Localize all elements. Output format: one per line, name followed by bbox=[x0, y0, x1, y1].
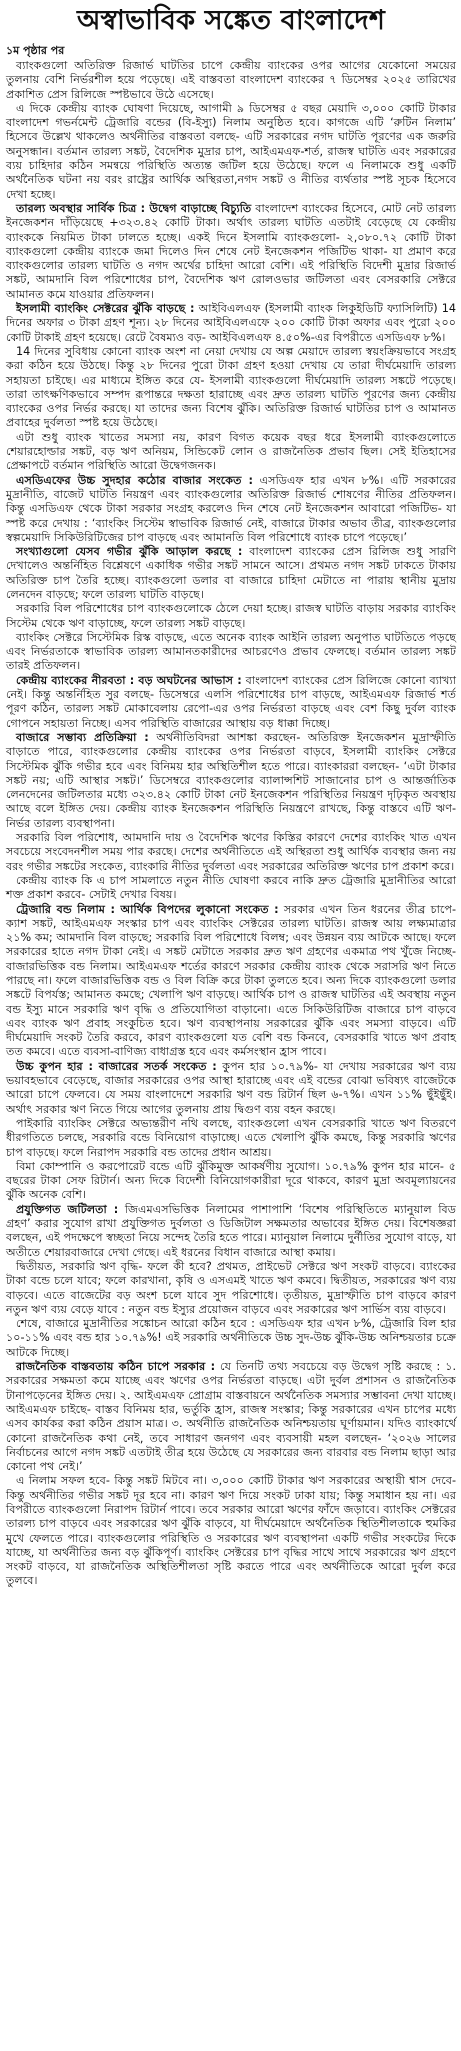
section-paragraph bbox=[6, 1360, 456, 1474]
section-paragraph: এ নিলাম সফল হবে- কিন্তু সঙ্কট মিটবে না। ৩,০০০ কোটি টাকার ঋণ সরকারের অস্থায়ী শ্বাস দেবে- কিন্তু অর্থনীতির গভীর সঙ্কট দূর হবে না। কারণ ঋণ দিয়ে সংকট ঢাকা যায়; কিন্তু সমাধান হয় না। এর বিপরীতে ব্যাংকগুলো নিরাপদ রিটার্ন পাবে। তবে সরকার আরো ঋণের ফাঁদে জড়াবে। ব্যাংকিং সেক্টরের তারল্য চাপ বাড়বে এবং সরকারের ঋণ ঝুঁকি বাড়বে, যা দীর্ঘমেয়াদে অর্থনৈতিক স্থিতিশীলতাকে হুমকির মুখে ফেলতে পারে। ব্যাংকগুলোর পরিস্থিতি ও সরকারের ঋণ ব্যবস্থাপনা একটি গভীর সংকটের দিকে যাচ্ছে, যা অর্থনীতির জন্য বড় ঝুঁকিপূর্ণ। ব্যাংকিং সেক্টরের চাপ বৃদ্ধির সাথে সাথে সরকারের ঋণ গ্রহণে সংকট বাড়বে, যা রাজনৈতিক অস্থিতিশীলতা সৃষ্টি করতে পারে এবং অর্থনীতিকে আরো দুর্বল করে তুলবে। bbox=[6, 1474, 456, 1588]
section-text: বাংলাদেশ ব্যাংকের প্রেস রিলিজ শুধু সারণি দেখালেও অন্তর্নিহিত বিশ্লেষণে একাধিক গভীর সঙ্কট সামনে আসে। প্রথমত নগদ সঙ্কট ঢাকতে টাকায় অতিরিক্ত চাপ তৈরি হচ্ছে। ব্যাংকগুলো ডলার বা বাজারে চাহিদা মেটাতে না পারায় স্থানীয় মুদ্রায় লেনদেন বাড়ছে; ফলে তারল্য ঘাটতি বাড়ছে। bbox=[6, 545, 457, 601]
section-paragraph bbox=[6, 731, 456, 831]
headline: অস্বাভাবিক সঙ্কেত বাংলাদেশ bbox=[76, 5, 386, 36]
section-paragraph bbox=[6, 545, 456, 602]
section-paragraph bbox=[6, 474, 456, 545]
section-text: কুপন হার ১০.৭৯%- যা দেখায় সরকারের ঋণ ব্যয় ভয়াবহভাবে বেড়েছে, বাজার সরকারের ওপর আস্থা হারাচ্ছে এবং এই বন্ডের বোঝা ভবিষ্যৎ বাজেটকে আরো চাপে ফেলবে। যে সময় বাংলাদেশে সরকারি ঋণ বন্ড রিটার্ন ছিল ৬-৭%। এখন ১১% ছুঁইছুঁই। অর্থাৎ সরকার ঋণ নিতে গিয়ে আগের তুলনায় প্রায় দ্বিগুণ ব্যয় বহন করছে। bbox=[6, 1059, 457, 1116]
section-text: বাংলাদেশ ব্যাংকের প্রেস রিলিজে কোনো ব্যাখ্যা নেই। কিন্তু অন্তর্নিহিত সুর বলছে- ডিসেম্বরে এলসি পরিশোধের চাপ বাড়ছে, আইএমএফ রিজার্ভ শর্ত পূরণ কঠিন, তারল্য সঙ্কট মোকাবেলায় রেপো-এর ওপর নির্ভরতা বাড়ছে এবং বেশ কিছু দুর্বল ব্যাংক গোপনে সহায়তা নিচ্ছে। এসব পরিস্থিতি বাজারের আস্থায় বড় ধাক্কা দিচ্ছে। bbox=[6, 673, 457, 730]
section-paragraph bbox=[6, 674, 456, 731]
section-paragraph: এটা শুধু ব্যাংক খাতের সমস্যা নয়, কারণ বিগত কয়েক বছর ধরে ইসলামী ব্যাংকগুলোতে শেয়ারহোল্ডার সঙ্কট, বড় ঋণ অনিয়ম, সিন্ডিকেট লোন ও রাজনৈতিক প্রভাব ছিল। সেই ইতিহাসের প্রেক্ষাপটে বর্তমান পরিস্থিতি আরো উদ্বেগজনক। bbox=[6, 430, 456, 473]
section-heading: ইসলামী ব্যাংকিং সেক্টরের ঝুঁকি বাড়ছে : bbox=[16, 302, 195, 316]
section-heading: বাজারে সম্ভাব্য প্রতিক্রিয়া : bbox=[16, 730, 149, 744]
section-paragraph: সরকারি বিল পরিশোধের চাপ ব্যাংকগুলোকে ঠেলে দেয়া হচ্ছে। রাজস্ব ঘাটতি বাড়ায় সরকার ব্যাংকিং সিস্টেম থেকে ঋণ বাড়াচ্ছে, ফলে তারল্য সঙ্কট বাড়ছে। bbox=[6, 602, 456, 630]
section-heading: কেন্দ্রীয় ব্যাংকের নীরবতা : বড় অঘটনের আভাস : bbox=[16, 673, 242, 687]
section-heading: তারল্য অবস্থার সার্বিক চিত্র : উদ্বেগ বাড়াচ্ছে বিচ্যুতি bbox=[16, 201, 252, 215]
section-paragraph: ব্যাংকিং সেক্টরে সিস্টেমিক রিস্ক বাড়ছে, এতে অনেক ব্যাংক আইনি তারল্য অনুপাত ঘাটতিতে পড়ছে এবং নির্ভরতাকে স্বাভাবিক তারল্য আমানতকারীদের আচরণেও প্রভাব ফেলছে। বর্তমান তারল্য সঙ্কট তারই প্রতিফলন। bbox=[6, 630, 456, 673]
section-text: বাংলাদেশ ব্যাংকের হিসেবে, মোট নেট তারল্য ইনজেকশন দাঁড়িয়েছে +৩২৩.৪২ কোটি টাকা। অর্থাৎ তারল্য ঘাটতি এতটাই বেড়েছে যে কেন্দ্রীয় ব্যাংককে নিয়মিত টাকা ঢালতে হচ্ছে। একই দিনে ইসলামি ব্যাংকগুলো- ২,০৮০.৭২ কোটি টাকা ব্যাংকগুলো কেন্দ্রীয় ব্যাংকে জমা দিলেও দিন শেষে নেট ইনজেকশন পজিটিভ থাকা- যা প্রমাণ করে ব্যাংকগুলোর তারল্য ঘাটতি ও নগদ অর্থের চাহিদা আরো বেশি। এই পরিস্থিতি বিদেশী মুদ্রার রিজার্ভ সঙ্কট, আমদানি বিল পরিশোধের চাপ, বৈদেশিক ঋণ রোলওভার জটিলতা এবং বেসরকারি সেক্টরে আমানত কমে যাওয়ার প্রতিফলন। bbox=[6, 201, 456, 301]
section-paragraph bbox=[6, 302, 456, 345]
section-paragraph: শেষে, বাজারে মুদ্রানীতির সঙ্কোচন আরো কঠিন হবে : এসডিএফ হার এখন ৮%, ট্রেজারি বিল হার ১০-১১% এবং বন্ড হার ১০.৭৯%! এই সরকারি অর্থনীতিকে উচ্চ সুদ-উচ্চ ঝুঁকি-উচ্চ অনিশ্চয়তার চক্রে আটকে দিচ্ছে। bbox=[6, 1317, 456, 1359]
section-heading: প্রযুক্তিগত জটিলতা : bbox=[16, 1202, 119, 1216]
section-paragraph bbox=[6, 1060, 456, 1117]
section-paragraph bbox=[6, 903, 456, 1060]
section-text: এসডিএফ হার এখন ৮%। এটি সরকারের মুদ্রানীতি, বাজেট ঘাটতি নিয়ন্ত্রণ এবং ব্যাংকগুলোর অতিরিক্ত রিজার্ভ শোষণের নীতির প্রতিফলন। কিন্তু এসডিএফ থেকে টাকা সরকার সংগ্রহ করলেও দিন শেষে নেট ইনজেকশন আবারো পজিটিভ- যা স্পষ্ট করে দেখায় : ‘ব্যাংকিং সিস্টেম স্বাভাবিক রিজার্ভ নেই, বাজারে টাকার অভাব তীব্র, ব্যাংকগুলোর স্বল্পমেয়াদি সিকিউরিটিজের চাপ বাড়ছে এবং আমানতি বিল পরিশোধে ব্যাংক চাপে পড়েছে।’ bbox=[6, 473, 457, 544]
section-heading: সংখ্যাগুলো যেসব গভীর ঝুঁকি আড়াল করছে : bbox=[16, 545, 243, 559]
section-paragraph: সরকারি বিল পরিশোধ, আমদানি দায় ও বৈদেশিক ঋণের কিস্তির কারণে দেশের ব্যাংকিং খাত এখন সবচেয়ে সংবেদনশীল সময় পার করছে। দেশের অর্থনীতিতে এই অস্থিরতা শুধু আর্থিক ব্যবস্থার জন্য নয় বরং গভীর সঙ্কটের সংকেত, ব্যাংকারি নীতির দুর্বলতা এবং সরকারের অতিরিক্ত ঋণের চাপ প্রকাশ করে। bbox=[6, 831, 456, 873]
section-heading: উচ্চ কুপন হার : বাজারের সতর্ক সংকেত : bbox=[16, 1059, 217, 1073]
intro-paragraph: এ দিকে কেন্দ্রীয় ব্যাংক ঘোষণা দিয়েছে, আগামী ৯ ডিসেম্বর ৫ বছর মেয়াদি ৩,০০০ কোটি টাকার বাংলাদেশ গভর্নমেন্ট ট্রেজারি বন্ডের (বি-ইস্যু) নিলাম অনুষ্ঠিত হবে। কাগজে এটি ‘রুটিন নিলাম’ হিসেবে উল্লেখ থাকলেও অর্থনীতির বাস্তবতা বলছে- এটি সরকারের নগদ ঘাটতি পূরণের এক জরুরি অনুসন্ধান। বর্তমান তারল্য সঙ্কট, বৈদেশিক মুদ্রার চাপ, আইএমএফ-শর্ত, রাজস্ব ঘাটতি এবং সরকারের ব্যয় চাহিদার কঠিন সমন্বয়ে পরিস্থিতি অত্যন্ত জটিল হয়ে উঠেছে। ফলে এ নিলামকে শুধু একটি অর্থনৈতিক ঘটনা নয় বরং রাষ্ট্রের আর্থিক অস্থিরতা,নগদ সঙ্কট ও নীতির ব্যর্থতার স্পষ্ট সূচক হিসেবে দেখা হচ্ছে। bbox=[6, 101, 456, 201]
section-heading: রাজনৈতিক বাস্তবতায় কঠিন চাপে সরকার : bbox=[16, 1360, 216, 1374]
section-text: যে তিনটি তথ্য সবচেয়ে বড় উদ্বেগ সৃষ্টি করছে : ১. সরকারের সক্ষমতা কমে যাচ্ছে এবং ঋণের ওপর নির্ভরতা বাড়ছে। এটা দুর্বল প্রশাসন ও রাজনৈতিক টানাপড়েনের ইঙ্গিত দেয়। ২. আইএমএফ প্রোগ্রাম বাস্তবায়নে অর্থনৈতিক সমস্যার সম্ভাবনা দেখা যাচ্ছে। আইএমএফ চাইছে- বাস্তব বিনিময় হার, ভর্তুকি হ্রাস, রাজস্ব সংস্কার; কিন্তু সরকারের এখন চাপের মধ্যে এসব কার্যকর করা কঠিন প্রয়াস মাত্র। ৩. অর্থনীতি রাজনৈতিক অনিশ্চয়তায় ঘূর্ণায়মান। যদিও ব্যাংকার্থে কোনো রাজনৈতিক কথা নেই, তবে সাধারণ জনগণ এবং ব্যবসায়ী মহল বলছেন- ‘২০২৬ সালের নির্বাচনের আগে নগদ সঙ্কট এতটাই তীব্র হয়ে উঠেছে যে সরকারের জন্য বারবার বন্ড নিলাম ছাড়া আর কোনো পথ নেই।’ bbox=[6, 1360, 457, 1474]
section-heading: ট্রেজারি বন্ড নিলাম : আর্থিক বিপদের লুকানো সংকেত : bbox=[16, 902, 279, 916]
section-text: জিএমএসভিত্তিক নিলামের পাশাপাশি ‘বিশেষ পরিস্থিতিতে ম্যানুয়াল বিড গ্রহণ’ করার সুযোগ রাখা প্রযুক্তিগত দুর্বলতা ও ডিজিটাল সক্ষমতার অভাবের ইঙ্গিত দেয়। বিশেষজ্ঞরা বলছেন, এই পদক্ষেপে স্বচ্ছতা নিয়ে সন্দেহ তৈরি হতে পারে। ম্যানুয়াল নিলামে দুর্নীতির সুযোগ বাড়ে, যা অতীতে শেয়ারবাজারে দেখা গেছে। এই ধরনের বিধান বাজারে আস্থা কমায়। bbox=[6, 1202, 456, 1259]
section-text: সরকার এখন তিন ধরনের তীব্র চাপে- ক্যাশ সঙ্কট, আইএমএফ সংস্কার চাপ এবং ব্যাংকিং সেক্টরের তারল্য ঘাটতি। রাজস্ব আয় লক্ষ্যমাত্রার ২১% কম; আমদানি বিল বাড়ছে; সরকারি বিল পরিশোধে বিলম্ব; এবং উন্নয়ন ব্যয় আটকে আছে। ফলে সরকারের হাতে নগদ টাকা নেই। এ সঙ্কট মেটাতে সরকার দ্রুত ঋণ গ্রহণের একমাত্র পথ খুঁজে নিচ্ছে- বাজারভিত্তিক বন্ড নিলাম। আইএমএফ শর্তের কারণে সরকার কেন্দ্রীয় ব্যাংক থেকে সরাসরি ঋণ নিতে পারছে না। ফলে বাজারভিত্তিক বন্ড ও বিল বিক্রি করে টাকা তুলতে হবে। অন্য দিকে ব্যাংকগুলো ডলার সঙ্কটে বিপর্যস্ত; আমানত কমছে; খেলাপি ঋণ বাড়ছে। আর্থিক চাপ ও রাজস্ব ঘাটতির এই অবস্থায় নতুন বন্ড ইস্যু মানে সরকারি ঋণ বৃদ্ধি ও প্রতিযোগিতা বাড়ানো। এতে সিকিউরিটিজ বাজারে চাপ বাড়বে এবং ব্যাংক ঋণ প্রবাহ সংকুচিত হবে। ঋণ ব্যবস্থাপনায় সরকারের ঝুঁকি এবং সমস্যা বাড়বে। এটি দীর্ঘমেয়াদি সংকট তৈরি করবে, কারণ ব্যাংকগুলো যত বেশি বন্ড কিনবে, বেসরকারি খাতে ঋণ প্রবাহ তত কমবে। এতে ব্যবসা-বাণিজ্য বাধাগ্রস্ত হবে এবং কর্মসংস্থান হ্রাস পাবে। bbox=[6, 902, 456, 1059]
section-paragraph: বিমা কোম্পানি ও করপোরেট বন্ডে এটি ঝুঁকিমুক্ত আকর্ষণীয় সুযোগ। ১০.৭৯% কুপন হার মানে- ৫ বছরের টাকা সেফ রিটার্ন। অন্য দিকে বিদেশী বিনিয়োগকারীরা দূরে থাকবে, কারণ মুদ্রা অবমূল্যায়নের ঝুঁকি অনেক বেশি। bbox=[6, 1159, 456, 1202]
section-text: আইবিএলএফ (ইসলামী ব্যাংক লিকুইডিটি ফ্যাসিলিটি) 14 দিনের অফার ৩ টাকা গ্রহণ শূন্য। ২৮ দিনের আইবিএলএফে ২০০ কোটি টাকা অফার এবং পুরো ২০০ কোটি টাকাই গ্রহণ হয়েছে। রেটে বৈষম্যও বড়- আইবিএলএফ ৪.৫০%-এর বিপরীতে এসডিএফ ৮%। bbox=[6, 302, 457, 344]
intro-paragraph: ব্যাংকগুলো অতিরিক্ত রিজার্ভ ঘাটতির চাপে কেন্দ্রীয় ব্যাংকের ওপর আগের যেকোনো সময়ের তুলনায় বেশি নির্ভরশীল হয়ে পড়েছে। এই বাস্তবতা বাংলাদেশ ব্যাংকের ৭ ডিসেম্বর ২০২৫ তারিখের প্রকাশিত প্রেস রিলিজে স্পষ্টভাবে উঠে এসেছে। bbox=[6, 59, 456, 101]
section-heading: এসডিএফের উচ্চ সুদহার কঠোর বাজার সংকেত : bbox=[16, 473, 253, 487]
continued-from-label: ১ম পৃষ্ঠার পর bbox=[6, 44, 65, 57]
section-paragraph: কেন্দ্রীয় ব্যাংক কি এ চাপ সামলাতে নতুন নীতি ঘোষণা করবে নাকি দ্রুত ট্রেজারি মুদ্রানীতির আরো শক্ত প্রকাশ করবে- সেটাই দেখার বিষয়। bbox=[6, 873, 456, 902]
section-paragraph: দ্বিতীয়ত, সরকারি ঋণ বৃদ্ধি- ফলে কী হবে? প্রথমত, প্রাইভেট সেক্টরে ঋণ সংকট বাড়বে। ব্যাংকের টাকা বন্ডে চলে যাবে; ফলে কারখানা, কৃষি ও এসএমই খাতে ঋণ কমবে। দ্বিতীয়ত, সরকারের ঋণ ব্যয় বাড়বে। এতে বাজেটের বড় অংশ চলে যাবে সুদ পরিশোধে। তৃতীয়ত, মুদ্রাস্ফীতি চাপ বাড়বে কারণ নতুন ঋণ ব্যয় বেড়ে যাবে : নতুন বন্ড ইস্যুর প্রয়োজন বাড়বে এবং সরকারের ঋণ সার্ভিস ব্যয় বাড়বে। bbox=[6, 1259, 456, 1316]
section-paragraph: পাইকারি ব্যাংকিং সেক্টরে অভ্যন্তরীণ নথি বলছে, ব্যাংকগুলো এখন বেসরকারি খাতে ঋণ বিতরণে ধীরগতিতে চলছে, সরকারি বন্ডে বিনিয়োগ বাড়াচ্ছে। এতে খেলাপি ঝুঁকি কমছে, কিন্তু সরকারি ঋণের চাপ বাড়ছে। ফলে নিরাপদ সরকারি বন্ড তাদের প্রধান আশ্রয়। bbox=[6, 1116, 456, 1159]
section-paragraph bbox=[6, 202, 456, 302]
section-paragraph bbox=[6, 1203, 456, 1260]
section-text: অর্থনীতিবিদরা আশঙ্কা করছেন- অতিরিক্ত ইনজেকশন মুদ্রাস্ফীতি বাড়াতে পারে, ব্যাংকগুলোর কেন্দ্রীয় ব্যাংকের ওপর নির্ভরতা বাড়বে, ইসলামী ব্যাংকিং সেক্টরে সিস্টেমিক ঝুঁকি গভীর হবে এবং বিনিময় হার অস্থিতিশীল হতে পারে। ব্যাংকাররা বলছেন- ‘এটা টাকার সঙ্কট নয়; এটি আস্থার সঙ্কট।’ ডিসেম্বরে ব্যাংকগুলোর ব্যালান্সশিট সাজানোর চাপ ও আন্তর্জাতিক লেনদেনের জটিলতার মধ্যে ৩২৩.৪২ কোটি টাকা নেট ইনজেকশন পরিস্থিতির নিয়ন্ত্রণ দৃঢ়িকৃত অবস্থায় আছে বলে ইঙ্গিত দেয়। কেন্দ্রীয় ব্যাংক ইনজেকশন পরিস্থিতি নিয়ন্ত্রণে রাখছে, কিন্তু বাস্তবে এটি ঋণ-নির্ভর তারল্য ব্যবস্থাপনা। bbox=[6, 730, 456, 830]
section-paragraph: 14 দিনের সুবিধায় কোনো ব্যাংক অংশ না নেয়া দেখায় যে অল্প মেয়াদে তারল্য স্বয়ংক্রিয়ভাবে সংগ্রহ করা কঠিন হয়ে উঠছে। কিন্তু ২৮ দিনের পুরো টাকা গ্রহণ হওয়া দেখায় যে তারা দীর্ঘমেয়াদি তারল্য সহায়তা চাইছে। এর মাধ্যমে ইঙ্গিত করে যে- ইসলামী ব্যাংকগুলো দীর্ঘমেয়াদি তারল্য সঙ্কটে পড়েছে। তারা তাৎক্ষণিকভাবে সম্পদ রূপান্তরে দক্ষতা হারাচ্ছে এবং দ্রুত তারল্য ঘাটতি পূরণের জন্য কেন্দ্রীয় ব্যাংকের ওপর নির্ভর করছে। যা তাদের জন্য বিশেষ ঝুঁকি। অতিরিক্ত রিজার্ভ ঘাটতির চাপ ও আমানত প্রবাহের দুর্বলতা স্পষ্ট হয়ে উঠেছে। bbox=[6, 344, 456, 430]
